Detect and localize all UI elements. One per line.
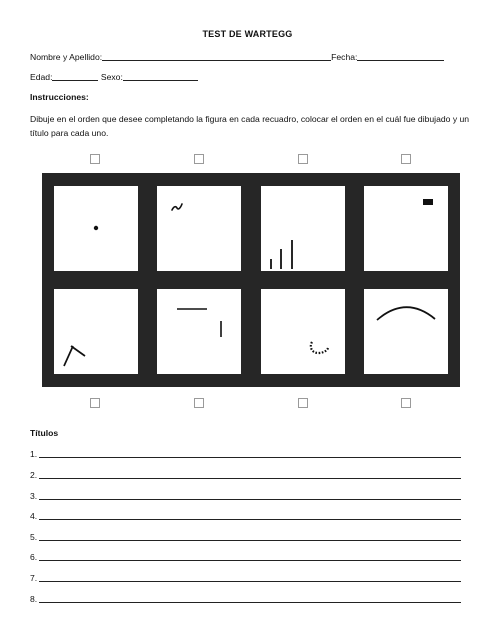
title-field[interactable] xyxy=(39,469,461,479)
lines-stimulus xyxy=(157,289,241,374)
wartegg-grid xyxy=(42,173,460,387)
drawing-box-4[interactable] xyxy=(364,186,448,271)
order-checkbox-6[interactable] xyxy=(194,398,204,408)
order-checkbox-4[interactable] xyxy=(401,154,411,164)
order-checkbox-5[interactable] xyxy=(90,398,100,408)
title-field[interactable] xyxy=(39,551,461,561)
name-date-row xyxy=(30,51,444,62)
instructions-text: Dibuje en el orden que desee completando la figura en cada recuadro, colocar el orden en el cuál fue dibujado y un título para cada uno. xyxy=(30,114,470,138)
dot-stimulus xyxy=(54,186,138,271)
date-field[interactable] xyxy=(357,51,444,61)
title-number: 8. xyxy=(30,594,38,604)
title-row-7[interactable] xyxy=(30,572,461,583)
title-field[interactable] xyxy=(39,531,461,541)
title-row-1[interactable] xyxy=(30,448,461,459)
title-field[interactable] xyxy=(39,593,461,603)
name-field[interactable] xyxy=(102,51,331,61)
title-number: 7. xyxy=(30,573,38,583)
title-number: 6. xyxy=(30,552,38,562)
instructions-heading: Instrucciones: xyxy=(30,92,89,102)
titles-heading: Títulos xyxy=(30,428,59,438)
date-label: Fecha: xyxy=(331,52,358,62)
age-sex-row xyxy=(30,71,198,82)
title-field[interactable] xyxy=(39,448,461,458)
name-label: Nombre y Apellido: xyxy=(30,52,103,62)
title-number: 4. xyxy=(30,511,38,521)
drawing-box-8[interactable] xyxy=(364,289,448,374)
order-checkbox-3[interactable] xyxy=(298,154,308,164)
drawing-box-6[interactable] xyxy=(157,289,241,374)
title-field[interactable] xyxy=(39,510,461,520)
title-number: 3. xyxy=(30,491,38,501)
page-title: TEST DE WARTEGG xyxy=(202,29,293,39)
three-lines-stimulus xyxy=(261,186,345,271)
dotted-arc-stimulus xyxy=(261,289,345,374)
title-field[interactable] xyxy=(39,572,461,582)
drawing-box-3[interactable] xyxy=(261,186,345,271)
drawing-box-7[interactable] xyxy=(261,289,345,374)
sex-label: Sexo: xyxy=(100,72,123,82)
wavy-line-stimulus xyxy=(157,186,241,271)
order-checkbox-7[interactable] xyxy=(298,398,308,408)
title-row-4[interactable] xyxy=(30,510,461,521)
drawing-box-5[interactable] xyxy=(54,289,138,374)
title-row-8[interactable] xyxy=(30,593,461,604)
title-field[interactable] xyxy=(39,490,461,500)
drawing-box-1[interactable] xyxy=(54,186,138,271)
title-number: 1. xyxy=(30,449,38,459)
title-row-2[interactable] xyxy=(30,469,461,480)
order-checkbox-2[interactable] xyxy=(194,154,204,164)
title-number: 5. xyxy=(30,532,38,542)
sex-field[interactable] xyxy=(123,71,198,81)
age-label: Edad: xyxy=(30,72,53,82)
age-field[interactable] xyxy=(52,71,98,81)
title-row-5[interactable] xyxy=(30,531,461,542)
title-number: 2. xyxy=(30,470,38,480)
order-checkbox-1[interactable] xyxy=(90,154,100,164)
black-square-stimulus xyxy=(364,186,448,271)
title-row-6[interactable] xyxy=(30,551,461,562)
title-row-3[interactable] xyxy=(30,490,461,501)
order-checkbox-8[interactable] xyxy=(401,398,411,408)
curve-stimulus xyxy=(364,289,448,374)
diagonal-lines-stimulus xyxy=(54,289,138,374)
drawing-box-2[interactable] xyxy=(157,186,241,271)
